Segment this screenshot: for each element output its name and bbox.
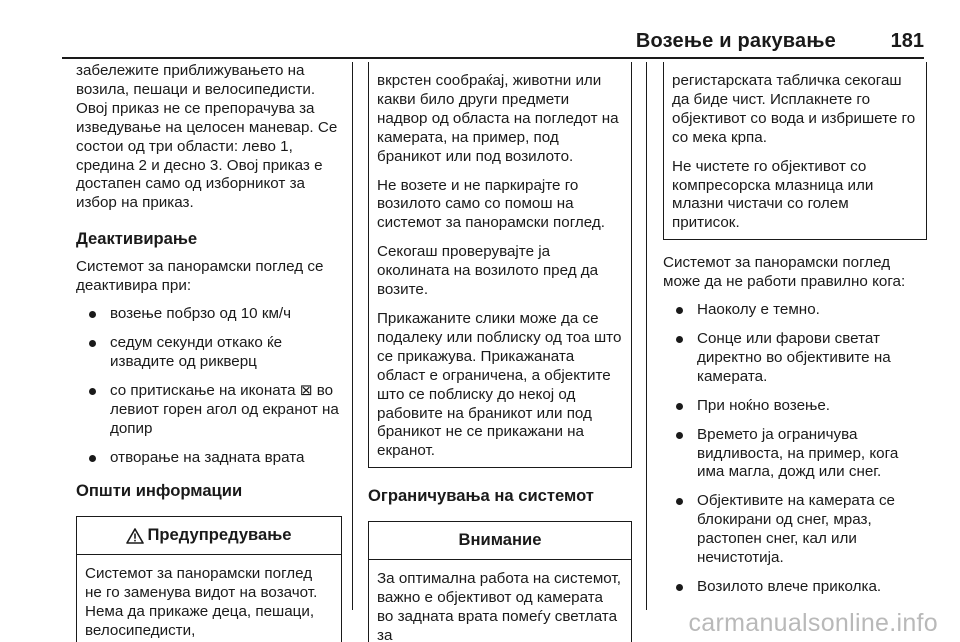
caution-title: Внимание bbox=[458, 530, 542, 550]
warning-text: Системот за панорамски поглед не го заменува видот на возачот. Нема да прикаже деца, пешаци, велосипедисти, bbox=[85, 565, 318, 640]
column-3 bbox=[663, 62, 927, 607]
column-divider-2 bbox=[646, 62, 647, 610]
list-item: со притискање на иконата ⊠ во левиот горен агол од екранот на допир bbox=[76, 382, 342, 439]
site-watermark: carmanualsonline.info bbox=[688, 609, 938, 637]
limits-intro: Системот за панорамски поглед може да не работи правилно кога: bbox=[663, 254, 906, 291]
warning-continued-paragraph: Не возете и не паркирајте го возилото само со помош на системот за панорамски поглед. bbox=[377, 176, 605, 232]
system-limits-heading: Ограничувања на системот bbox=[368, 486, 594, 506]
list-item: Сонце или фарови светат директно во објективите на камерата. bbox=[663, 330, 927, 387]
chapter-title: Возење и ракување bbox=[635, 30, 836, 52]
column-2 bbox=[368, 62, 632, 642]
warning-box-continued bbox=[368, 62, 632, 468]
caution-text: За оптимална работа на системот, важно е објективот од камерата во задната врата помеѓу светлата за bbox=[377, 570, 621, 642]
list-item: Возилото влече приколка. bbox=[663, 578, 927, 597]
limits-list bbox=[663, 301, 927, 597]
caution-continued-paragraph: регистарската табличка секогаш да биде чист. Исплакнете го објективот со вода и избришете го со мека крпа. bbox=[672, 72, 916, 146]
header-rule bbox=[62, 57, 924, 59]
page-number: 181 bbox=[890, 30, 924, 52]
list-item: При ноќно возење. bbox=[663, 397, 927, 416]
caution-box-continued bbox=[663, 62, 927, 240]
caution-box bbox=[368, 521, 632, 642]
warning-title: Предупредување bbox=[147, 525, 292, 545]
warning-box bbox=[76, 516, 342, 642]
page-header bbox=[0, 0, 960, 66]
warning-continued-paragraph: вкрстен сообраќај, животни или какви било други предмети надвор од областа на погледот на камерата, на пример, под браникот или под возилото. bbox=[377, 72, 619, 165]
column-1 bbox=[76, 62, 342, 642]
caution-continued-paragraph: Не чистете го објективот со компресорска млазница или млазни чистачи со голем притисок. bbox=[672, 157, 874, 232]
list-item: отворање на задната врата bbox=[76, 449, 342, 468]
deactivation-list bbox=[76, 305, 342, 467]
list-item: Наоколу е темно. bbox=[663, 301, 927, 320]
deactivation-intro: Системот за панорамски поглед се деактивира при: bbox=[76, 258, 324, 295]
list-item: седум секунди откако ќе извадите од рикверц bbox=[76, 334, 342, 372]
warning-continued-paragraph: Секогаш проверувајте ја околината на возилото пред да возите. bbox=[377, 243, 599, 299]
intro-paragraph: забележите приближувањето на возила, пешаци и велосипедисти. Овој приказ не се препорачува за изведување на целосен маневар. Се состои од три области: лево 1, средина 2 и десно 3. Овој приказ е достапен само од изборникот за избор на приказ. bbox=[76, 62, 338, 212]
list-item: Времето ја ограничува видливоста, на пример, кога има магла, дожд или снег. bbox=[663, 426, 927, 483]
list-item: возење побрзо од 10 км/ч bbox=[76, 305, 342, 324]
warning-box-body bbox=[77, 555, 341, 642]
deactivation-heading: Деактивирање bbox=[76, 229, 198, 249]
warning-continued-paragraph: Прикажаните слики може да се подалеку или поблиску од тоа што се прикажува. Прикажаната област е ограничена, а објектите што се поблиску до некој од рабовите на браникот или под браникот не се прикажани на екранот. bbox=[377, 309, 622, 460]
column-divider-1 bbox=[352, 62, 353, 610]
warning-box-header bbox=[77, 517, 341, 555]
caution-box-header bbox=[369, 522, 631, 560]
warning-triangle-icon bbox=[126, 528, 144, 544]
list-item: Објективите на камерата се блокирани од снег, мраз, растопен снег, кал или нечистотија. bbox=[663, 492, 927, 568]
caution-box-body bbox=[369, 560, 631, 642]
general-info-heading: Општи информации bbox=[76, 481, 243, 501]
